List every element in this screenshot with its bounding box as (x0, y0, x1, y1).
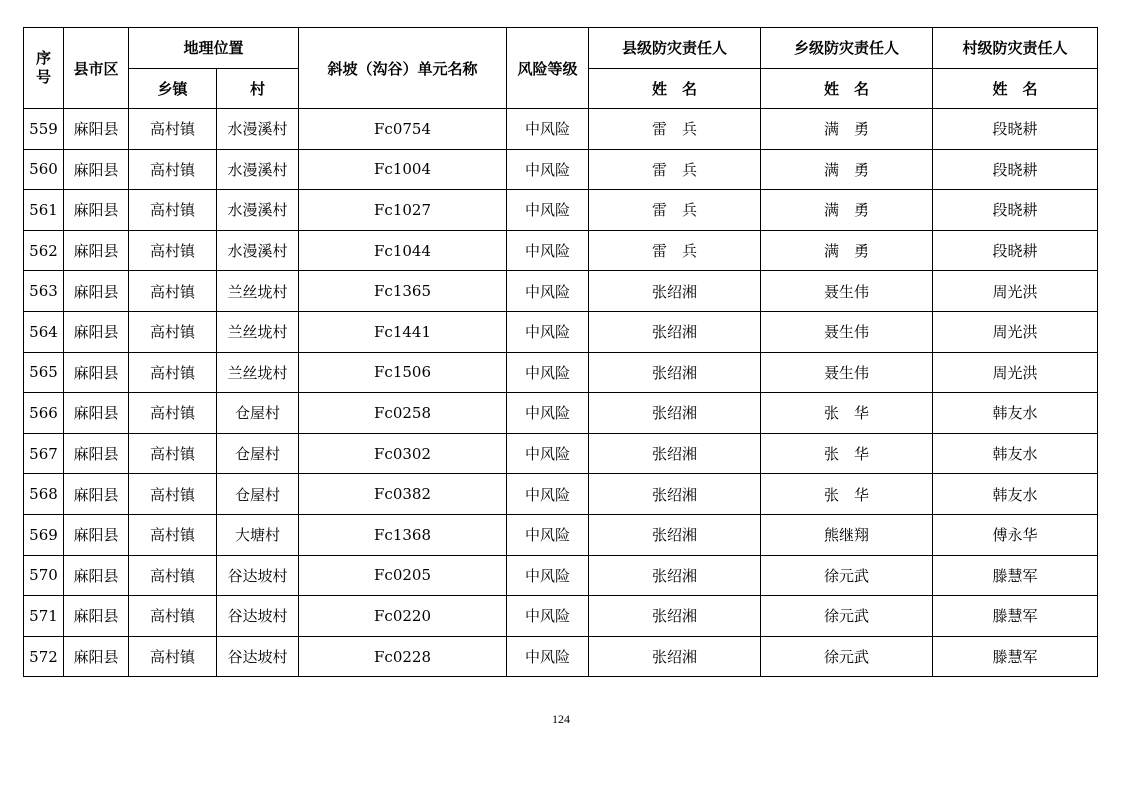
cell-county: 麻阳县 (64, 311, 129, 352)
header-village-resp: 村级防灾责任人 (933, 28, 1098, 69)
cell-village-person: 傅永华 (933, 514, 1098, 555)
cell-unit: Fc1027 (299, 190, 507, 231)
cell-risk: 中风险 (507, 109, 589, 150)
cell-risk: 中风险 (507, 433, 589, 474)
table-row (24, 352, 1098, 393)
cell-risk: 中风险 (507, 190, 589, 231)
cell-county-person: 张绍湘 (589, 596, 761, 637)
cell-risk: 中风险 (507, 393, 589, 434)
cell-unit: Fc1506 (299, 352, 507, 393)
cell-village: 谷达坡村 (217, 596, 299, 637)
cell-village: 兰丝垅村 (217, 311, 299, 352)
cell-township-person: 张 华 (761, 474, 933, 515)
risk-responsibility-table (23, 27, 1098, 677)
cell-county: 麻阳县 (64, 636, 129, 677)
cell-risk: 中风险 (507, 149, 589, 190)
cell-township-person: 张 华 (761, 393, 933, 434)
cell-county: 麻阳县 (64, 109, 129, 150)
cell-risk: 中风险 (507, 555, 589, 596)
cell-township-person: 满 勇 (761, 190, 933, 231)
table-row (24, 433, 1098, 474)
cell-county-person: 雷 兵 (589, 190, 761, 231)
cell-county: 麻阳县 (64, 514, 129, 555)
cell-risk: 中风险 (507, 230, 589, 271)
cell-village-person: 韩友水 (933, 433, 1098, 474)
cell-village: 谷达坡村 (217, 555, 299, 596)
cell-village: 兰丝垅村 (217, 271, 299, 312)
cell-village: 水漫溪村 (217, 149, 299, 190)
table-row (24, 149, 1098, 190)
table-row (24, 109, 1098, 150)
table-row (24, 393, 1098, 434)
cell-township: 高村镇 (129, 555, 217, 596)
table-row (24, 271, 1098, 312)
cell-township: 高村镇 (129, 149, 217, 190)
cell-township-person: 满 勇 (761, 109, 933, 150)
cell-village: 仓屋村 (217, 393, 299, 434)
table-row (24, 190, 1098, 231)
cell-village: 谷达坡村 (217, 636, 299, 677)
cell-county-person: 雷 兵 (589, 230, 761, 271)
cell-county: 麻阳县 (64, 190, 129, 231)
header-seq-top: 序 (35, 49, 51, 67)
cell-county: 麻阳县 (64, 352, 129, 393)
cell-village: 大塘村 (217, 514, 299, 555)
cell-township-person: 聂生伟 (761, 271, 933, 312)
cell-unit: Fc1368 (299, 514, 507, 555)
header-county: 县市区 (64, 28, 129, 109)
cell-township-person: 满 勇 (761, 149, 933, 190)
cell-risk: 中风险 (507, 636, 589, 677)
cell-unit: Fc1004 (299, 149, 507, 190)
cell-unit: Fc0754 (299, 109, 507, 150)
table-row (24, 230, 1098, 271)
cell-village-person: 滕慧军 (933, 636, 1098, 677)
cell-township: 高村镇 (129, 271, 217, 312)
cell-township: 高村镇 (129, 596, 217, 637)
cell-risk: 中风险 (507, 352, 589, 393)
cell-county: 麻阳县 (64, 271, 129, 312)
table-body (24, 109, 1098, 677)
cell-unit: Fc1044 (299, 230, 507, 271)
cell-county-person: 张绍湘 (589, 555, 761, 596)
cell-risk: 中风险 (507, 596, 589, 637)
cell-village-person: 周光洪 (933, 271, 1098, 312)
cell-county-person: 张绍湘 (589, 433, 761, 474)
cell-township-person: 徐元武 (761, 636, 933, 677)
cell-village: 水漫溪村 (217, 190, 299, 231)
cell-seq: 572 (24, 636, 64, 677)
cell-county: 麻阳县 (64, 393, 129, 434)
cell-seq: 560 (24, 149, 64, 190)
cell-township-person: 张 华 (761, 433, 933, 474)
cell-unit: Fc0220 (299, 596, 507, 637)
cell-village-person: 段晓耕 (933, 149, 1098, 190)
cell-seq: 562 (24, 230, 64, 271)
cell-village-person: 段晓耕 (933, 190, 1098, 231)
cell-township-person: 徐元武 (761, 596, 933, 637)
header-seq (24, 28, 64, 109)
cell-seq: 565 (24, 352, 64, 393)
cell-county-person: 张绍湘 (589, 311, 761, 352)
cell-county: 麻阳县 (64, 555, 129, 596)
cell-township-person: 熊继翔 (761, 514, 933, 555)
cell-seq: 561 (24, 190, 64, 231)
cell-village-person: 段晓耕 (933, 109, 1098, 150)
header-county-resp: 县级防灾责任人 (589, 28, 761, 69)
table-row (24, 555, 1098, 596)
table-row (24, 636, 1098, 677)
cell-county-person: 张绍湘 (589, 271, 761, 312)
cell-township: 高村镇 (129, 393, 217, 434)
cell-village-person: 韩友水 (933, 393, 1098, 434)
cell-county: 麻阳县 (64, 230, 129, 271)
cell-village-person: 韩友水 (933, 474, 1098, 515)
cell-county-person: 张绍湘 (589, 474, 761, 515)
cell-village-person: 滕慧军 (933, 596, 1098, 637)
cell-village: 水漫溪村 (217, 109, 299, 150)
cell-township: 高村镇 (129, 514, 217, 555)
cell-county: 麻阳县 (64, 474, 129, 515)
cell-county-person: 雷 兵 (589, 109, 761, 150)
cell-township: 高村镇 (129, 109, 217, 150)
cell-village-person: 段晓耕 (933, 230, 1098, 271)
cell-township: 高村镇 (129, 190, 217, 231)
cell-unit: Fc1441 (299, 311, 507, 352)
header-slope-unit: 斜坡（沟谷）单元名称 (299, 28, 507, 109)
cell-unit: Fc1365 (299, 271, 507, 312)
cell-county-person: 张绍湘 (589, 636, 761, 677)
cell-township-person: 聂生伟 (761, 352, 933, 393)
header-village-name: 姓 名 (933, 68, 1098, 109)
header-location: 地理位置 (129, 28, 299, 69)
cell-seq: 563 (24, 271, 64, 312)
cell-seq: 559 (24, 109, 64, 150)
cell-township-person: 聂生伟 (761, 311, 933, 352)
table-row (24, 311, 1098, 352)
cell-risk: 中风险 (507, 271, 589, 312)
cell-unit: Fc0302 (299, 433, 507, 474)
cell-township: 高村镇 (129, 352, 217, 393)
cell-county: 麻阳县 (64, 596, 129, 637)
header-township-name: 姓 名 (761, 68, 933, 109)
header-risk-level: 风险等级 (507, 28, 589, 109)
header-village: 村 (217, 68, 299, 109)
cell-county-person: 张绍湘 (589, 514, 761, 555)
cell-seq: 564 (24, 311, 64, 352)
header-township-resp: 乡级防灾责任人 (761, 28, 933, 69)
cell-seq: 568 (24, 474, 64, 515)
cell-seq: 567 (24, 433, 64, 474)
table-header (24, 28, 1098, 109)
cell-unit: Fc0205 (299, 555, 507, 596)
cell-unit: Fc0382 (299, 474, 507, 515)
cell-village-person: 周光洪 (933, 311, 1098, 352)
cell-township-person: 满 勇 (761, 230, 933, 271)
cell-seq: 566 (24, 393, 64, 434)
cell-township: 高村镇 (129, 636, 217, 677)
cell-village: 仓屋村 (217, 433, 299, 474)
cell-county: 麻阳县 (64, 149, 129, 190)
cell-county-person: 雷 兵 (589, 149, 761, 190)
cell-township: 高村镇 (129, 311, 217, 352)
cell-village-person: 滕慧军 (933, 555, 1098, 596)
cell-seq: 569 (24, 514, 64, 555)
cell-village: 水漫溪村 (217, 230, 299, 271)
cell-village: 仓屋村 (217, 474, 299, 515)
cell-township: 高村镇 (129, 433, 217, 474)
cell-township: 高村镇 (129, 230, 217, 271)
cell-seq: 571 (24, 596, 64, 637)
cell-village: 兰丝垅村 (217, 352, 299, 393)
cell-county-person: 张绍湘 (589, 393, 761, 434)
cell-unit: Fc0228 (299, 636, 507, 677)
cell-county-person: 张绍湘 (589, 352, 761, 393)
header-county-name: 姓 名 (589, 68, 761, 109)
cell-risk: 中风险 (507, 474, 589, 515)
cell-risk: 中风险 (507, 311, 589, 352)
page-number: 124 (552, 712, 570, 726)
table-row (24, 514, 1098, 555)
cell-village-person: 周光洪 (933, 352, 1098, 393)
cell-county: 麻阳县 (64, 433, 129, 474)
header-township: 乡镇 (129, 68, 217, 109)
header-seq-bottom: 号 (35, 68, 51, 86)
table-row (24, 596, 1098, 637)
cell-risk: 中风险 (507, 514, 589, 555)
cell-seq: 570 (24, 555, 64, 596)
cell-township-person: 徐元武 (761, 555, 933, 596)
cell-township: 高村镇 (129, 474, 217, 515)
table-row (24, 474, 1098, 515)
cell-unit: Fc0258 (299, 393, 507, 434)
